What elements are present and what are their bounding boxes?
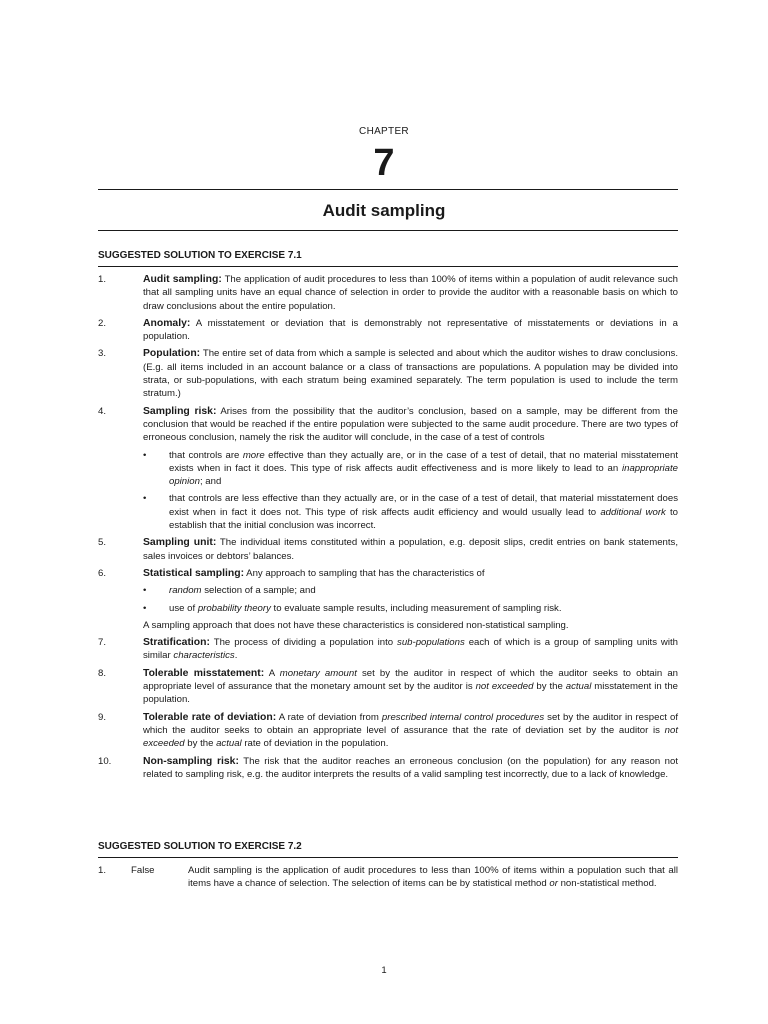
item-followup-text: A sampling approach that does not have these characteristics is considered non-statistical sampling. bbox=[143, 619, 569, 631]
item-text: A misstatement or deviation that is demonstrably not representative of misstatements or deviations in a population. bbox=[143, 317, 678, 343]
item-number: 4. bbox=[98, 405, 107, 417]
list-item bbox=[98, 567, 678, 632]
bullet-emphasis: additional work bbox=[600, 506, 666, 518]
bullet-icon: • bbox=[143, 493, 147, 505]
item-text: by the bbox=[184, 738, 217, 750]
item-number: 9. bbox=[98, 711, 107, 723]
item-text: The individual items constituted within a population, e.g. deposit slips, credit entries on bank statements, sales invoices or debtors’ balances. bbox=[143, 537, 678, 562]
chapter-number: 7 bbox=[373, 142, 395, 184]
item-term: Stratification: bbox=[143, 637, 210, 649]
item-number: 1. bbox=[98, 274, 107, 285]
item-number: 8. bbox=[98, 667, 107, 679]
item-term: Population: bbox=[143, 348, 201, 360]
item-emphasis: actual bbox=[565, 681, 592, 693]
item-text: The process of dividing a population into bbox=[209, 637, 398, 649]
item-text: The application of audit procedures to less than 100% of items within a population of audit relevance such that all sampling units have an equal chance of selection in order to provide the auditor with a reasonable basis on which to draw conclusions about the entire population. bbox=[143, 274, 678, 312]
item-number: 7. bbox=[98, 637, 107, 649]
item-term: Sampling unit: bbox=[143, 537, 217, 549]
item-emphasis: not exceeded bbox=[475, 681, 534, 693]
bullet-text: selection of a sample; and bbox=[201, 585, 316, 597]
item-term: Tolerable rate of deviation: bbox=[143, 711, 277, 723]
bullet-emphasis: more bbox=[242, 449, 265, 461]
item-number: 3. bbox=[98, 348, 107, 360]
item-term: Anomaly: bbox=[143, 317, 191, 329]
item-emphasis: or bbox=[549, 878, 558, 890]
list-item bbox=[98, 864, 678, 891]
bullet-emphasis: inappropriate opinion bbox=[169, 462, 678, 488]
item-text: rate of deviation in the population. bbox=[241, 738, 389, 750]
item-text: each of which is a group of sampling units with similar bbox=[143, 637, 678, 662]
chapter-title: Audit sampling bbox=[322, 201, 446, 220]
item-text: Arises from the possibility that the auditor’s conclusion, based on a sample, may be different from the conclusion that would be reached if the entire population were subjected to the same audit procedure. There are two types of erroneous conclusion, namely the risk the auditor will conclude, in the case of a test of controls bbox=[143, 405, 678, 444]
section-heading-exercise-7-2: SUGGESTED SOLUTION TO EXERCISE 7.2 bbox=[98, 840, 678, 858]
bullet-text: effective than they actually are, or in the case of a test of detail, that no material misstatement exists when in fact it does. This type of risk affects audit effectiveness and is more likely to lead to an bbox=[169, 449, 678, 474]
item-text: misstatement in the population. bbox=[143, 681, 679, 706]
item-text: non-statistical method. bbox=[557, 878, 657, 890]
list-item bbox=[98, 667, 678, 707]
item-emphasis: not exceeded bbox=[143, 724, 678, 750]
bullet-emphasis: random bbox=[169, 585, 202, 597]
list-item bbox=[98, 755, 678, 782]
list-item bbox=[98, 536, 678, 563]
item-number: 1. bbox=[98, 865, 107, 876]
bullet-text: use of bbox=[169, 602, 198, 614]
item-text: Any approach to sampling that has the characteristics of bbox=[244, 567, 485, 579]
item-number: 10. bbox=[98, 755, 112, 767]
item-term: Audit sampling: bbox=[143, 274, 222, 285]
bullet-item bbox=[143, 602, 678, 615]
chapter-label: CHAPTER bbox=[359, 126, 409, 137]
page-number: 1 bbox=[381, 965, 387, 976]
item-text: A rate of deviation from bbox=[276, 711, 382, 723]
list-item bbox=[98, 636, 678, 663]
bottom-rule bbox=[98, 230, 678, 231]
list-item bbox=[98, 711, 678, 751]
item-text: A bbox=[264, 667, 280, 679]
bullet-text: that controls are bbox=[169, 449, 243, 461]
item-term: Statistical sampling: bbox=[143, 567, 245, 579]
list-item bbox=[98, 347, 678, 400]
bullet-icon: • bbox=[143, 602, 147, 614]
item-emphasis: monetary amount bbox=[279, 667, 357, 679]
item-emphasis: sub-populations bbox=[397, 637, 465, 649]
bullet-text: to establish that the initial conclusion was incorrect. bbox=[169, 506, 679, 532]
top-rule bbox=[98, 189, 678, 190]
item-text: by the bbox=[533, 681, 566, 693]
bullet-text: to evaluate sample results, including measurement of sampling risk. bbox=[270, 602, 562, 614]
item-text: The risk that the auditor reaches an erroneous conclusion (on the population) for any reason not related to sampling risk, e.g. the auditor interprets the results of a valid sampling test incorrectly, due to a lack of knowledge. bbox=[143, 755, 678, 780]
item-text: The entire set of data from which a sample is selected and about which the auditor wishes to draw conclusions. (E.g. all items included in an account balance or a class of transactions are populations. A population may be divided into strata, or sub-populations, with each stratum being examined separately. The term population is used to include the term stratum.) bbox=[143, 348, 678, 400]
bullet-item bbox=[143, 449, 678, 489]
list-item bbox=[98, 405, 678, 533]
list-item bbox=[98, 317, 678, 344]
bullet-text: that controls are less effective than they actually are, or in the case of a test of detail, that material misstatement does exist when in fact it does not. This type of risk affects audit efficiency and would usually lead to bbox=[169, 493, 678, 518]
bullet-icon: • bbox=[143, 585, 147, 597]
item-text: set by the auditor in respect of which the auditor seeks to obtain an appropriate level of assurance that the rate of deviation set by the auditor is bbox=[143, 711, 678, 736]
item-term: Non-sampling risk: bbox=[143, 755, 239, 767]
definitions-list bbox=[98, 273, 678, 785]
answer-label: False bbox=[131, 865, 155, 876]
item-emphasis: actual bbox=[216, 738, 242, 750]
bullet-icon: • bbox=[143, 449, 147, 461]
bullet-item bbox=[143, 584, 678, 597]
item-number: 5. bbox=[98, 537, 107, 549]
item-text: set by the auditor in respect of which the auditor seeks to obtain an appropriate level of assurance that the monetary amount set by the auditor is bbox=[143, 667, 679, 693]
item-emphasis: characteristics bbox=[173, 650, 235, 662]
item-text: Audit sampling is the application of audit procedures to less than 100% of items within a population such that all items have a chance of selection. The selection of items can be by statistical method bbox=[188, 865, 678, 890]
list-item bbox=[98, 273, 678, 313]
item-emphasis: prescribed internal control procedures bbox=[381, 711, 545, 723]
section-heading-exercise-7-1: SUGGESTED SOLUTION TO EXERCISE 7.1 bbox=[98, 249, 678, 267]
bullet-emphasis: probability theory bbox=[197, 602, 271, 614]
bullet-text: ; and bbox=[199, 476, 222, 488]
item-text: . bbox=[234, 650, 238, 662]
item-term: Tolerable misstatement: bbox=[143, 667, 265, 679]
item-number: 6. bbox=[98, 567, 107, 579]
item-term: Sampling risk: bbox=[143, 405, 217, 417]
item-number: 2. bbox=[98, 317, 107, 329]
bullet-item bbox=[143, 492, 678, 532]
true-false-list bbox=[98, 864, 678, 891]
